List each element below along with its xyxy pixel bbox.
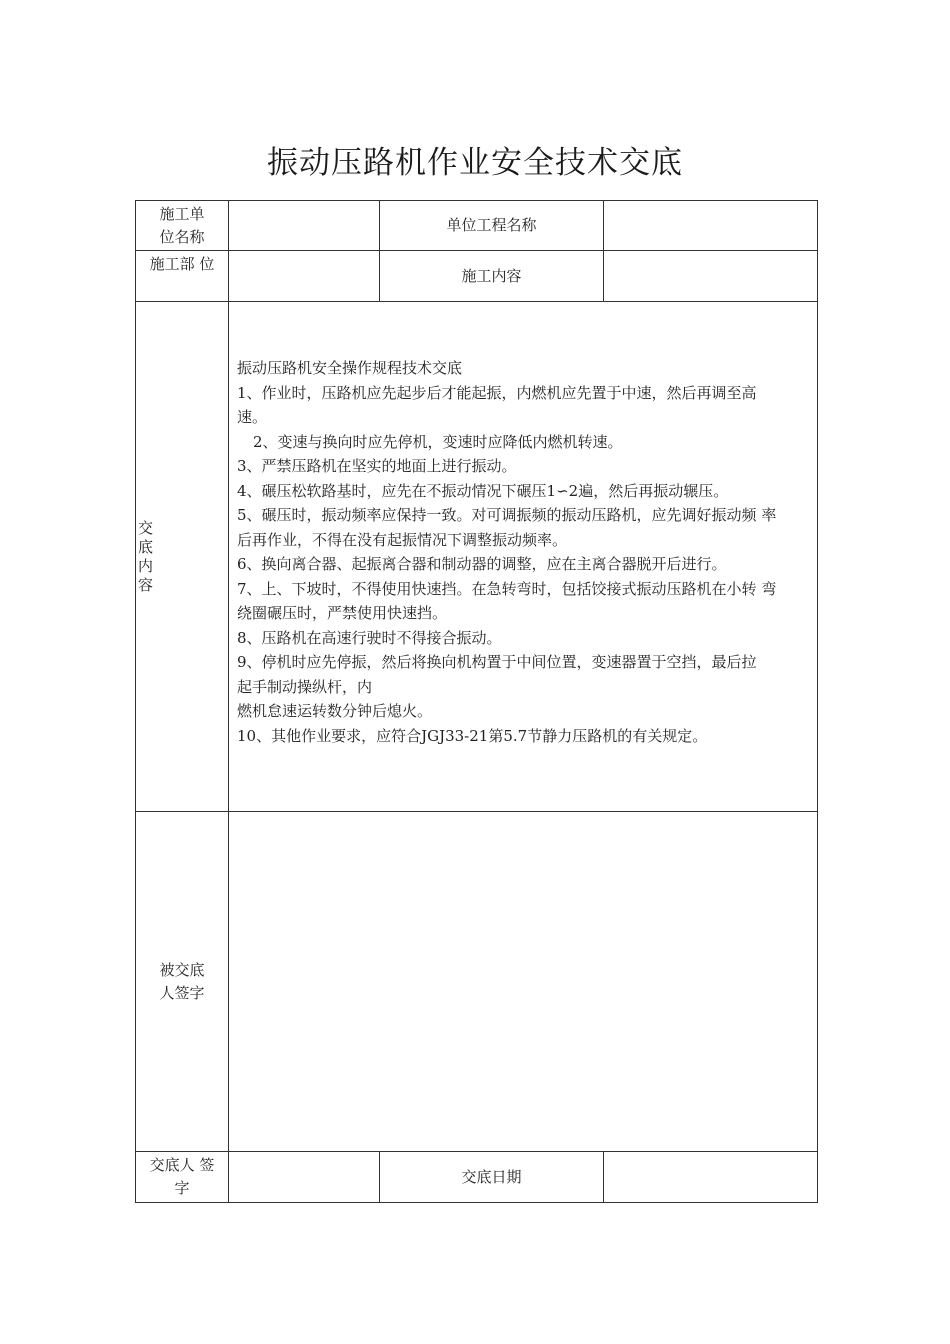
content-line: 10、其他作业要求，应符合JGJ33-21第5.7节静力压路机的有关规定。 xyxy=(237,726,708,745)
row-unit-name xyxy=(136,201,818,251)
disclosure-date-value[interactable] xyxy=(604,1152,818,1203)
content-line: 起手制动操纵杆，内 xyxy=(237,677,373,696)
project-name-value[interactable] xyxy=(604,201,818,251)
discloser-label-line2: 字 xyxy=(174,1179,190,1197)
page-title: 振动压路机作业安全技术交底 xyxy=(267,144,683,181)
content-line: 5、碾压时，振动频率应保持一致。对可调振频的振动压路机，应先调好振动频 率 xyxy=(237,506,777,524)
content-line: 振动压路机安全操作规程技术交底 xyxy=(237,359,463,377)
disclosure-content-label-cell xyxy=(136,302,229,812)
discloser-signature-label xyxy=(136,1152,229,1203)
content-line: 速。 xyxy=(237,408,268,426)
content-line: 4、碾压松软路基时，应先在不振动情况下碾压1∽2遍，然后再振动辗压。 xyxy=(237,481,729,500)
disclosure-content-label: 交底内容 xyxy=(138,518,154,594)
construction-part-label: 施工部 位 xyxy=(136,251,229,302)
content-line: 1、作业时，压路机应先起步后才能起振，内燃机应先置于中速，然后再调至高 xyxy=(237,383,757,402)
content-line: 2、变速与换向时应先停机，变速时应降低内燃机转速。 xyxy=(253,432,623,451)
disclosure-form-table xyxy=(135,200,818,1203)
recipient-signature-label xyxy=(136,812,229,1152)
recipient-signature-area[interactable] xyxy=(229,812,818,1152)
content-line: 燃机怠速运转数分钟后熄火。 xyxy=(237,702,433,720)
recipient-label-line1: 被交底 xyxy=(159,960,205,979)
construction-content-label: 施工内容 xyxy=(380,251,604,302)
content-line: 9、停机时应先停振，然后将换向机构置于中间位置，变速器置于空挡，最后拉 xyxy=(237,653,757,671)
construction-part-value[interactable] xyxy=(229,251,380,302)
content-line: 绕圈碾压时，严禁使用快速挡。 xyxy=(237,604,448,622)
construction-content-value[interactable] xyxy=(604,251,818,302)
row-disclosure-content xyxy=(136,302,818,812)
row-discloser-signature xyxy=(136,1152,818,1203)
unit-name-value[interactable] xyxy=(229,201,380,251)
content-line: 6、换向离合器、起振离合器和制动器的调整，应在主离合器脱开后进行。 xyxy=(237,555,727,573)
row-construction-part xyxy=(136,251,818,302)
unit-name-label-line2: 位名称 xyxy=(159,227,205,246)
discloser-label-line1: 交底人 签 xyxy=(149,1156,215,1174)
project-name-label: 单位工程名称 xyxy=(380,201,604,251)
disclosure-date-label: 交底日期 xyxy=(380,1152,604,1203)
disclosure-content-body xyxy=(229,302,818,812)
content-line: 7、上、下坡时，不得使用快速挡。在急转弯时，包括饺接式振动压路机在小转 弯 xyxy=(237,579,777,598)
content-line: 8、压路机在高速行驶时不得接合振动。 xyxy=(237,628,502,647)
row-recipient-signature xyxy=(136,812,818,1152)
content-line: 3、严禁压路机在坚实的地面上进行振动。 xyxy=(237,457,517,475)
recipient-label-line2: 人签字 xyxy=(159,983,205,1002)
content-line: 后再作业，不得在没有起振情况下调整振动频率。 xyxy=(237,530,568,549)
unit-name-label xyxy=(136,201,229,251)
discloser-signature-value[interactable] xyxy=(229,1152,380,1203)
unit-name-label-line1: 施工单 xyxy=(159,204,205,223)
